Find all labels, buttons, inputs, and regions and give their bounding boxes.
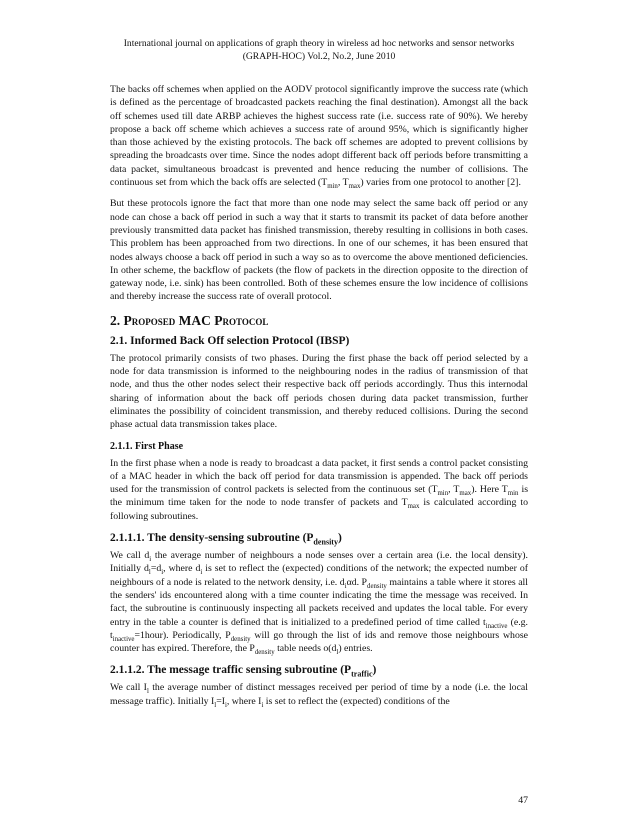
text: maintains a table where it stores all the senders' ids encountered along with a time counter indicating the time the message was received. In fact, the subroutine is continuously inspecting all packets received and updates the local table. For every entry in the table a counter is defined that is initialized to a predefined period of time called t (110, 576, 528, 628)
text: ). Here T (471, 484, 508, 496)
paragraph-message-traffic (110, 681, 528, 708)
subscript: l (148, 569, 151, 577)
subscript: min (437, 490, 449, 498)
text: The backs off schemes when applied on the AODV protocol significantly improve the success rate (which is defined as the percentage of broadcasted packets reaching the final destination). Amongst all the back off schemes used till date ARBP achieves the highest success rate (i.e. success rate of 90%). We hereby propose a back off scheme which achieves a success rate of around 95%, which is significantly higher than those achieved by the existing protocols. The back off schemes are adopted to prevent collisions by spreading the broadcasts over time. Since the nodes adopt different back off periods before transmitting a data packet, simultaneous broadcast is prevented and hence reducing the number of collisions. The continuous set from which the back offs are selected (T (110, 84, 528, 189)
subscript: max (459, 490, 472, 498)
subscript: inactive (485, 622, 508, 630)
text: =I (216, 695, 225, 707)
subscript: density (367, 582, 387, 590)
heading-message-traffic-subroutine (110, 663, 528, 677)
text: We call d (110, 550, 150, 562)
text: will go through the list of ids and remove those neighbours whose counter has expired. Therefore, the P (110, 629, 528, 655)
text: In the first phase when a node is ready to broadcast a data packet, it first sends a control packet consisting of a MAC header in which the back off period for data transmission is appended. The back off periods used for the transmission of control packets is selected from the continuous set (T (110, 457, 528, 496)
body-content (110, 83, 528, 716)
text: is set to reflect the (expected) conditions of the network; the expected number of neighbours of a node is related to the network density, i.e. d (110, 563, 528, 588)
text: , T (448, 484, 460, 496)
subscript: l (146, 688, 149, 696)
subsubsection-heading-first-phase: 2.1.1. First Phase (110, 440, 184, 452)
page-number: 47 (518, 795, 528, 806)
subscript: i (149, 555, 152, 563)
subsection-heading-ibsp: 2.1. Informed Back Off selection Protocol (IBSP) (110, 334, 350, 347)
subscript: min (507, 490, 519, 498)
header-line-1: International journal on applications of graph theory in wireless ad hoc networks and sensor networks (123, 38, 515, 49)
paragraph-ibsp-phases: The protocol primarily consists of two phases. During the first phase the back off period selected by a node for data transmission is informed to the neighbouring nodes in the radius of transmission of that node, and thus the other nodes select their respective back off periods accordingly. Thus this internodal sharing of information about the back off periods chosen during data packet transmission, further eliminates the possibility of coincident transmission, and thereby reduced collisions. During the second phase actual data transmission takes place. (110, 352, 528, 431)
text: is set to reflect the (expected) conditions of the (263, 695, 450, 707)
subscript: i (224, 701, 227, 709)
text: =1hour). Periodically, P (134, 629, 231, 641)
text: is calculated according to following subroutines. (110, 497, 529, 522)
text: (e.g. t (110, 616, 528, 641)
text: αd. P (346, 576, 368, 588)
subscript: i (161, 569, 164, 577)
paragraph-first-phase (110, 457, 528, 523)
subscript: min (327, 183, 338, 191)
heading-density-sensing-subroutine (110, 531, 528, 545)
subscript: i (261, 701, 264, 709)
text: We call I (110, 682, 147, 694)
text: 2.1.1.1. The density-sensing subroutine (P (110, 532, 314, 545)
subscript: density (313, 537, 339, 547)
text: =d (150, 563, 162, 575)
subscript: i (200, 569, 203, 577)
text: ) varies from one protocol to another [2]. (360, 177, 521, 189)
subscript: i (344, 582, 347, 590)
subscript: max (407, 503, 420, 511)
subscript: density (230, 635, 251, 643)
text: ) (372, 664, 377, 677)
paragraph-density-sensing (110, 549, 528, 655)
text: ) (338, 532, 342, 545)
subscript: inactive (112, 635, 135, 643)
subscript: max (348, 183, 361, 191)
text: the average number of neighbours a node senses over a certain area (i.e. the local density). Initially d (110, 550, 529, 575)
text: , where d (163, 563, 201, 575)
text: table needs o(d (274, 643, 337, 655)
text: , T (337, 177, 349, 189)
text: is the minimum time taken for the node to node transfer of packets and T (110, 484, 529, 509)
subscript: l (214, 701, 217, 709)
text: ) entries. (338, 643, 373, 655)
running-header (100, 38, 538, 63)
text: , where I (226, 695, 262, 707)
paragraph-protocol-deficiencies: But these protocols ignore the fact that more than one node may select the same back off period or any node can chose a back off period in such a way that it starts to transmit its packet of data before another previously transmitted data packet has finished transmission, thereby resulting in collisions in both cases. This problem has been approached from two directions. In one of our schemes, it has been ensured that nodes always choose a back off period in such a way so as to overcome the above mentioned deficiencies. In other scheme, the backflow of packets (the flow of packets in the direction opposite to the direction of gateway node, i.e. sink) has been controlled. Both of these schemes ensure the low incidence of collisions and thereby increase the success rate of overall protocol. (110, 198, 528, 303)
subscript: l (336, 649, 339, 657)
header-line-2: (GRAPH-HOC) Vol.2, No.2, June 2010 (242, 50, 396, 62)
text: the average number of distinct messages received per period of time by a node (i.e. the local message traffic). Initially I (110, 682, 528, 707)
section-heading-proposed-mac-protocol: 2. Proposed MAC Protocol (110, 312, 269, 328)
text: 2.1.1.2. The message traffic sensing subroutine (P (110, 664, 352, 677)
paragraph-backoff-schemes (110, 83, 528, 189)
subscript: traffic (351, 669, 373, 679)
subscript: density (254, 649, 275, 657)
